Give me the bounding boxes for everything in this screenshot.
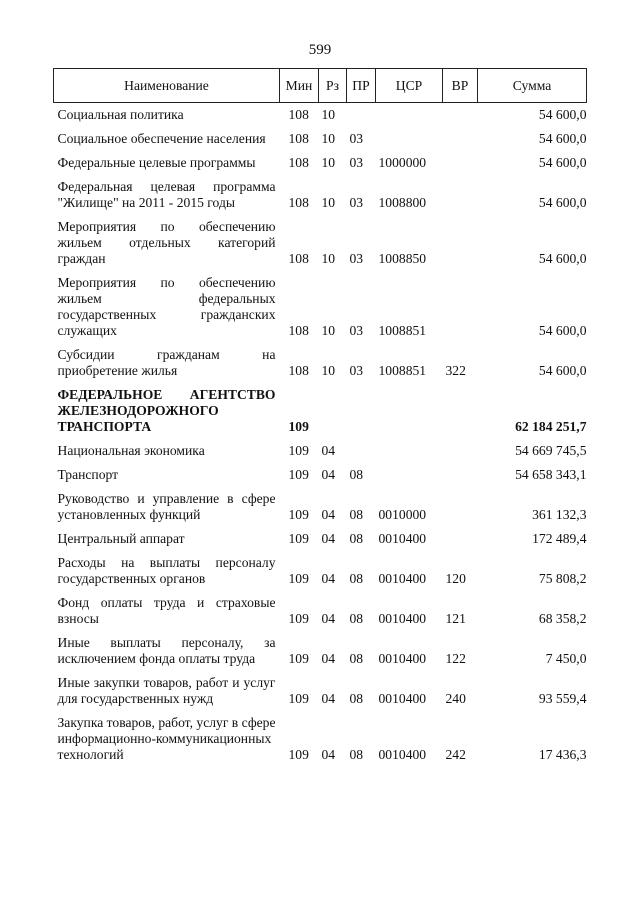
cell-name: ФЕДЕРАЛЬНОЕ АГЕНТСТВО ЖЕЛЕЗНОДОРОЖНОГО ТРАНСПОРТА [57, 387, 276, 434]
table-row [54, 711, 587, 767]
cell-csr [376, 439, 443, 463]
cell-pr: 08 [349, 571, 364, 586]
cell-min: 109 [288, 691, 309, 706]
table-row [54, 271, 587, 343]
cell-csr: 0010400 [378, 651, 427, 666]
cell-pr: 08 [349, 507, 364, 522]
cell-name: Фонд оплаты труда и страховые взносы [57, 595, 276, 626]
budget-table [53, 68, 587, 767]
cell-min: 109 [288, 443, 309, 458]
cell-min: 108 [288, 323, 309, 338]
cell-min: 109 [288, 467, 309, 482]
cell-vr: 121 [445, 611, 466, 626]
cell-vr: 240 [445, 691, 466, 706]
cell-name: Закупка товаров, работ, услуг в сфере информационно-коммуникационных технологий [57, 715, 276, 762]
cell-rz: 10 [321, 363, 336, 378]
cell-pr: 03 [349, 131, 364, 146]
cell-vr [443, 127, 478, 151]
header-name: Наименование [54, 69, 280, 103]
cell-name: Транспорт [57, 467, 119, 482]
header-min: Мин [280, 69, 319, 103]
cell-name: Центральный аппарат [57, 531, 185, 546]
cell-csr: 1000000 [378, 155, 427, 170]
table-row [54, 383, 587, 439]
cell-vr [443, 271, 478, 343]
table-row [54, 127, 587, 151]
header-sum: Сумма [478, 69, 587, 103]
table-row [54, 487, 587, 527]
cell-vr [443, 383, 478, 439]
table-body [54, 103, 587, 768]
cell-vr: 120 [445, 571, 466, 586]
cell-pr: 08 [349, 747, 364, 762]
cell-vr [443, 439, 478, 463]
cell-min: 108 [288, 155, 309, 170]
cell-csr: 1008851 [378, 323, 427, 338]
cell-min: 109 [288, 507, 309, 522]
cell-vr: 242 [445, 747, 466, 762]
cell-min: 108 [288, 107, 309, 122]
cell-name: Федеральная целевая программа "Жилище" на 2011 - 2015 годы [57, 179, 276, 210]
table-header [54, 69, 587, 103]
table-row [54, 551, 587, 591]
table-row [54, 151, 587, 175]
table-row [54, 175, 587, 215]
table-row [54, 439, 587, 463]
header-rz: Рз [319, 69, 347, 103]
cell-vr [443, 487, 478, 527]
table-row [54, 671, 587, 711]
cell-pr [347, 439, 376, 463]
cell-sum: 75 808,2 [538, 571, 587, 586]
cell-min: 108 [288, 131, 309, 146]
cell-rz: 04 [321, 531, 336, 546]
page-number: 599 [308, 42, 332, 58]
cell-pr [347, 383, 376, 439]
header-vr: ВР [443, 69, 478, 103]
cell-vr [443, 103, 478, 128]
cell-vr [443, 215, 478, 271]
table-row [54, 527, 587, 551]
cell-min: 108 [288, 363, 309, 378]
cell-min: 108 [288, 195, 309, 210]
cell-sum: 54 658 343,1 [515, 467, 587, 482]
cell-vr [443, 527, 478, 551]
cell-rz [319, 383, 347, 439]
cell-csr [376, 103, 443, 128]
cell-csr: 0010000 [378, 507, 427, 522]
cell-sum: 54 600,0 [538, 195, 587, 210]
cell-name: Субсидии гражданам на приобретение жилья [57, 347, 276, 378]
cell-sum: 54 600,0 [538, 131, 587, 146]
cell-csr: 0010400 [378, 747, 427, 762]
cell-csr [376, 463, 443, 487]
cell-pr: 03 [349, 251, 364, 266]
cell-pr: 08 [349, 651, 364, 666]
cell-csr: 1008800 [378, 195, 427, 210]
cell-pr: 03 [349, 323, 364, 338]
cell-sum: 62 184 251,7 [515, 419, 587, 434]
cell-pr: 03 [349, 363, 364, 378]
cell-csr [376, 127, 443, 151]
cell-name: Расходы на выплаты персоналу государственных органов [57, 555, 276, 586]
cell-rz: 10 [321, 195, 336, 210]
cell-sum: 54 600,0 [538, 323, 587, 338]
cell-vr: 322 [445, 363, 466, 378]
cell-min: 109 [288, 747, 309, 762]
cell-csr: 0010400 [378, 571, 427, 586]
cell-sum: 54 600,0 [538, 155, 587, 170]
cell-pr: 03 [349, 155, 364, 170]
cell-sum: 93 559,4 [538, 691, 587, 706]
cell-vr [443, 463, 478, 487]
table-row [54, 215, 587, 271]
cell-name: Национальная экономика [57, 443, 205, 458]
cell-sum: 68 358,2 [538, 611, 587, 626]
cell-rz: 04 [321, 611, 336, 626]
cell-min: 109 [288, 611, 309, 626]
header-csr: ЦСР [376, 69, 443, 103]
cell-rz: 10 [321, 323, 336, 338]
cell-name: Мероприятия по обеспечению жильем федеральных государственных гражданских служащих [57, 275, 276, 338]
cell-rz: 04 [321, 571, 336, 586]
cell-rz: 04 [321, 467, 336, 482]
cell-vr [443, 175, 478, 215]
table-row [54, 591, 587, 631]
cell-csr: 0010400 [378, 531, 427, 546]
cell-rz: 10 [321, 107, 336, 122]
table-row [54, 103, 587, 128]
cell-pr: 03 [349, 195, 364, 210]
cell-name: Социальная политика [57, 107, 184, 122]
cell-min: 109 [288, 531, 309, 546]
cell-rz: 10 [321, 155, 336, 170]
cell-rz: 04 [321, 747, 336, 762]
cell-sum: 361 132,3 [532, 507, 587, 522]
cell-csr: 0010400 [378, 611, 427, 626]
cell-pr: 08 [349, 691, 364, 706]
header-pr: ПР [347, 69, 376, 103]
cell-sum: 54 669 745,5 [515, 443, 587, 458]
cell-rz: 04 [321, 507, 336, 522]
cell-sum: 17 436,3 [538, 747, 587, 762]
cell-pr [347, 103, 376, 128]
cell-pr: 08 [349, 467, 364, 482]
cell-rz: 04 [321, 443, 336, 458]
cell-name: Социальное обеспечение населения [57, 131, 266, 146]
cell-csr: 1008850 [378, 251, 427, 266]
cell-pr: 08 [349, 531, 364, 546]
cell-sum: 172 489,4 [532, 531, 587, 546]
cell-rz: 04 [321, 691, 336, 706]
table-row [54, 631, 587, 671]
cell-name: Иные закупки товаров, работ и услуг для государственных нужд [57, 675, 276, 706]
cell-sum: 54 600,0 [538, 251, 587, 266]
table-row [54, 343, 587, 383]
cell-sum: 7 450,0 [545, 651, 587, 666]
cell-min: 108 [288, 251, 309, 266]
cell-rz: 10 [321, 251, 336, 266]
cell-vr [443, 151, 478, 175]
cell-csr [376, 383, 443, 439]
table-row [54, 463, 587, 487]
cell-sum: 54 600,0 [538, 363, 587, 378]
cell-name: Федеральные целевые программы [57, 155, 256, 170]
cell-rz: 10 [321, 131, 336, 146]
cell-csr: 0010400 [378, 691, 427, 706]
cell-name: Мероприятия по обеспечению жильем отдельных категорий граждан [57, 219, 276, 266]
cell-name: Руководство и управление в сфере установленных функций [57, 491, 276, 522]
cell-name: Иные выплаты персоналу, за исключением фонда оплаты труда [57, 635, 276, 666]
cell-min: 109 [288, 571, 309, 586]
cell-min: 109 [288, 419, 309, 434]
cell-sum: 54 600,0 [538, 107, 587, 122]
cell-csr: 1008851 [378, 363, 427, 378]
cell-vr: 122 [445, 651, 466, 666]
cell-min: 109 [288, 651, 309, 666]
cell-rz: 04 [321, 651, 336, 666]
cell-pr: 08 [349, 611, 364, 626]
